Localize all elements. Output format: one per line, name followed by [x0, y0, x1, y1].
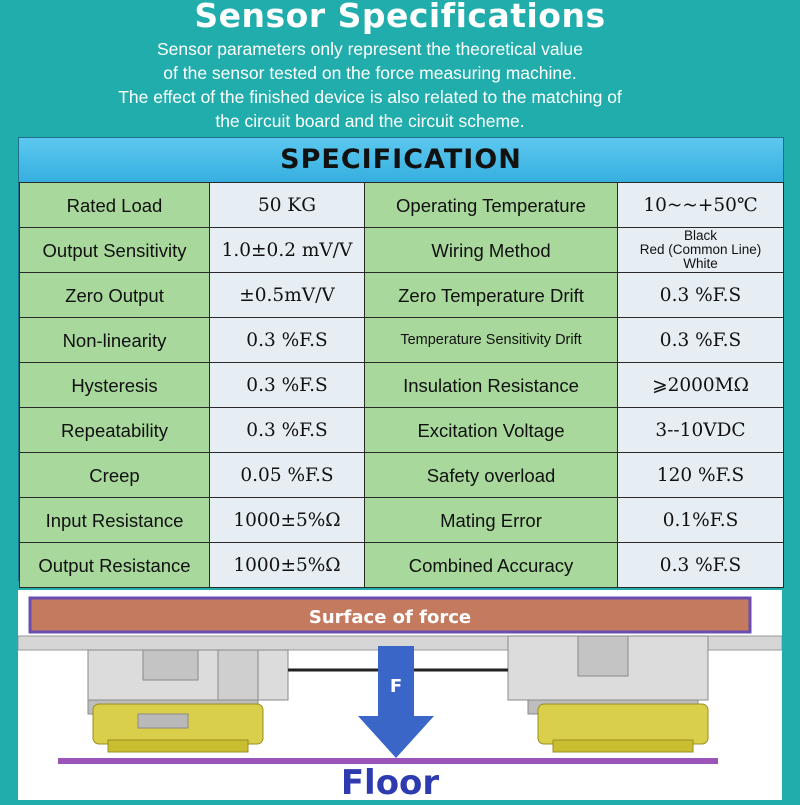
wire-black: Black	[683, 228, 717, 243]
spec-value: ±0.5mV/V	[210, 273, 365, 318]
spec-label: Insulation Resistance	[365, 363, 618, 408]
floor-label: Floor	[340, 763, 440, 800]
spec-label: Excitation Voltage	[365, 408, 618, 453]
intro-line: the circuit board and the circuit scheme.	[215, 111, 525, 131]
spec-label: Output Sensitivity	[20, 228, 210, 273]
table-row	[20, 228, 784, 273]
spec-label: Operating Temperature	[365, 183, 618, 228]
intro-line: The effect of the finished device is also related to the matching of	[118, 87, 622, 107]
spec-value: 10~~+50℃	[618, 183, 784, 228]
spec-value: 0.3 %F.S	[618, 273, 784, 318]
spec-value: 0.1%F.S	[618, 498, 784, 543]
spec-label: Output Resistance	[20, 543, 210, 588]
wire-white: White	[683, 256, 718, 271]
spec-value: 0.3 %F.S	[210, 318, 365, 363]
spec-label: Safety overload	[365, 453, 618, 498]
table-row	[20, 183, 784, 228]
table-row	[20, 318, 784, 363]
table-row	[20, 498, 784, 543]
spec-label: Input Resistance	[20, 498, 210, 543]
force-arrow-icon	[358, 646, 434, 758]
spec-value: 0.3 %F.S	[618, 543, 784, 588]
spec-value: 0.3 %F.S	[210, 408, 365, 453]
table-row	[20, 408, 784, 453]
spec-banner: SPECIFICATION	[19, 138, 783, 182]
spec-table	[19, 182, 784, 588]
spec-table-panel	[18, 137, 784, 581]
spec-label: Repeatability	[20, 408, 210, 453]
spec-value: ⩾2000MΩ	[618, 363, 784, 408]
spec-label: Non-linearity	[20, 318, 210, 363]
spec-label: Wiring Method	[365, 228, 618, 273]
spec-value: 0.3 %F.S	[210, 363, 365, 408]
table-row	[20, 363, 784, 408]
spec-value: 1000±5%Ω	[210, 543, 365, 588]
spec-label: Mating Error	[365, 498, 618, 543]
spec-value: 0.05 %F.S	[210, 453, 365, 498]
spec-value: 3--10VDC	[618, 408, 784, 453]
surface-label: Surface of force	[308, 607, 472, 628]
wire-red: Red (Common Line)	[639, 242, 762, 257]
load-diagram	[18, 590, 782, 800]
right-load-cell-icon	[508, 636, 708, 752]
spec-value: 120 %F.S	[618, 453, 784, 498]
spec-label: Rated Load	[20, 183, 210, 228]
spec-value: 1000±5%Ω	[210, 498, 365, 543]
spec-label: Creep	[20, 453, 210, 498]
wiring-value	[618, 228, 784, 273]
left-load-cell-icon	[88, 650, 288, 752]
spec-value: 1.0±0.2 mV/V	[210, 228, 365, 273]
spec-label: Hysteresis	[20, 363, 210, 408]
spec-label: Combined Accuracy	[365, 543, 618, 588]
intro-line: of the sensor tested on the force measuring machine.	[163, 63, 577, 83]
table-row	[20, 543, 784, 588]
spec-value: 50 KG	[210, 183, 365, 228]
load-diagram-svg	[18, 590, 782, 800]
spec-label: Zero Temperature Drift	[365, 273, 618, 318]
table-row	[20, 453, 784, 498]
table-row	[20, 273, 784, 318]
intro-line: Sensor parameters only represent the theoretical value	[156, 39, 584, 59]
spec-value: 0.3 %F.S	[618, 318, 784, 363]
page-title: Sensor Specifications	[194, 0, 606, 35]
spec-label: Temperature Sensitivity Drift	[365, 318, 618, 363]
spec-label: Zero Output	[20, 273, 210, 318]
force-label: F	[389, 676, 403, 697]
intro-text	[0, 37, 740, 133]
